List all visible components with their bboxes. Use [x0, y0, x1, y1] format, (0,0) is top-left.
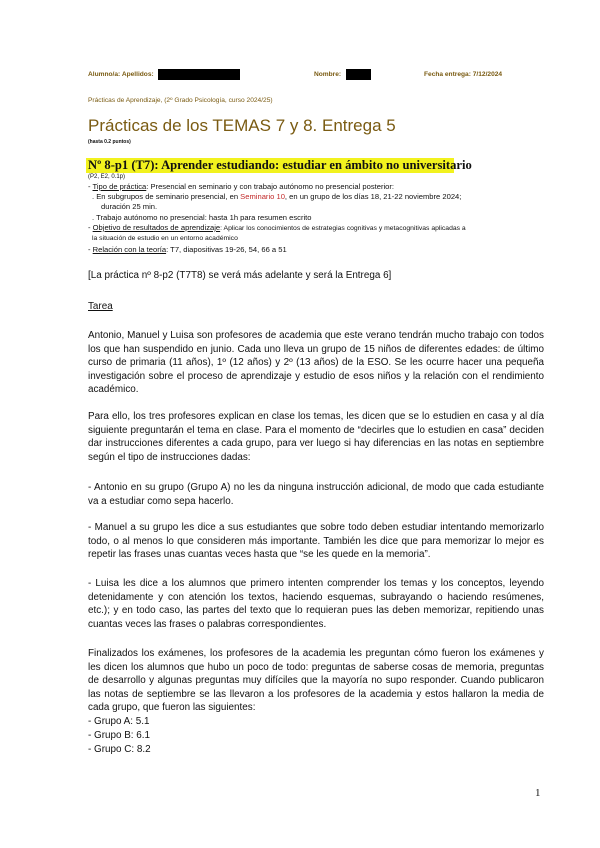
tipo-value: : Presencial en seminario y con trabajo autónomo no presencial posterior: — [146, 182, 395, 191]
tipo-label: Tipo de práctica — [92, 182, 147, 191]
paragraph-3 — [88, 481, 544, 508]
paragraph-5-text: - Luisa les dice a los alumnos que primero intenten comprender los temas y los conceptos, leyendo detenidamente y con atención los textos, haciendo esquemas, subrayando o haciendo resúmenes, etc.); y en todo caso, las partes del texto que lo requieran pues las deben memorizar, repitiendo unas cuantas veces las frases o palabras correspondientes. — [88, 578, 544, 630]
objetivo-line: - Objetivo de resultados de aprendizaje: Aplicar los conocimientos de estrategias cognitivas y metacognitivas aplicadas a — [88, 223, 466, 232]
paragraph-5 — [88, 577, 544, 631]
paragraph-1-text: Antonio, Manuel y Luisa son profesores de academia que este verano tendrán mucho trabajo con todos los que han suspendido en junio. Cada uno lleva un grupo de 15 niños de diferentes edades: de último curso de primaria (11 años), 1º (12 años) y 2º (13 años) de la ESO. Se les ocurre hacer una pequeña investigación sobre el proceso de aprendizaje y estudio de esos niños y la relación con el rendimiento académico. — [88, 330, 544, 395]
sub1-text-b: , en un grupo de los días 18, 21-22 noviembre 2024; — [284, 192, 462, 201]
seminar-name: Seminario 10 — [240, 192, 285, 201]
paragraph-2 — [88, 410, 544, 464]
paragraph-6 — [88, 647, 544, 715]
note-line: [La práctica nº 8-p2 (T7T8) se verá más adelante y será la Entrega 6] — [88, 270, 392, 281]
paragraph-6-text: Finalizados los exámenes, los profesores de la academia les preguntan cómo fueron los exámenes y les dicen los alumnos que hubo un poco de todo: preguntas de saberse cosas de memoria, preguntas de desarrollo y algunas preguntas muy difíciles que la mayoría no supo responder. Cuando publicaron las notas de septiembre se las llevaron a los profesores de la academia y estos hallaron la media de cada grupo, que fueron las siguientes: — [88, 648, 544, 713]
result-group-b: - Grupo B: 6.1 — [88, 730, 151, 741]
paragraph-4-text: - Manuel a su grupo les dice a sus estudiantes que sobre todo deben estudiar intentando memorizarlo todo, o al menos lo que consideren más importante. También les dice que para memorizar lo mejor es repetir las frases unas cuantas veces hasta que “se les quede en la memoria”. — [88, 522, 544, 560]
sub1-line — [92, 192, 461, 201]
tarea-heading: Tarea — [88, 301, 113, 312]
relacion-value: : T7, diapositivas 19-26, 54, 66 a 51 — [166, 245, 287, 254]
section-title: Nº 8-p1 (T7): Aprender estudiando: estudiar en ámbito no universitario — [88, 158, 472, 172]
paragraph-3-text: - Antonio en su grupo (Grupo A) no les da ninguna instrucción adicional, de modo que cada estudiante va a estudiar como sepa hacerlo. — [88, 482, 544, 507]
student-label: Alumno/a: Apellidos: — [88, 71, 154, 78]
paragraph-1 — [88, 329, 544, 397]
sub1-duration: duración 25 min. — [101, 202, 158, 211]
points-note: (hasta 0.2 puntos) — [88, 139, 131, 145]
sub2-line: . Trabajo autónomo no presencial: hasta 1h para resumen escrito — [92, 213, 312, 222]
header-row — [88, 71, 528, 83]
section-code: (P2, E2, 0.1p) — [88, 174, 126, 180]
result-group-c: - Grupo C: 8.2 — [88, 744, 151, 755]
objetivo-cont: la situación de estudio en un entorno académico — [92, 235, 238, 242]
name-label: Nombre: — [314, 71, 342, 78]
redacted-surname — [158, 69, 240, 80]
tipo-line: - Tipo de práctica: Presencial en seminario y con trabajo autónomo no presencial posterior: — [88, 182, 395, 191]
course-line: Prácticas de Aprendizaje, (2º Grado Psicología, curso 2024/25) — [88, 97, 273, 104]
redacted-name — [346, 69, 371, 80]
sub1-text-a: . En subgrupos de seminario presencial, en — [92, 192, 241, 201]
page-number: 1 — [535, 787, 541, 799]
relacion-label: Relación con la teoría — [92, 245, 167, 254]
objetivo-value: : Aplicar los conocimientos de estrategias cognitivas y metacognitivas aplicadas a — [220, 225, 466, 232]
due-date: Fecha entrega: 7/12/2024 — [424, 71, 503, 78]
objetivo-label: Objetivo de resultados de aprendizaje — [92, 223, 221, 232]
paragraph-4 — [88, 521, 544, 562]
page-title: Prácticas de los TEMAS 7 y 8. Entrega 5 — [88, 116, 396, 135]
paragraph-2-text: Para ello, los tres profesores explican en clase los temas, les dicen que se lo estudien en casa y al día siguiente preguntarán el tema en clase. Para el momento de “decirles que lo estudien en casa” deciden dar instrucciones diferentes a cada grupo, para ver luego si hay diferencias en las notas en septiembre según el tipo de instrucciones dadas: — [88, 411, 544, 463]
relacion-line: - Relación con la teoría: T7, diapositivas 19-26, 54, 66 a 51 — [88, 245, 287, 254]
result-group-a: - Grupo A: 5.1 — [88, 716, 150, 727]
